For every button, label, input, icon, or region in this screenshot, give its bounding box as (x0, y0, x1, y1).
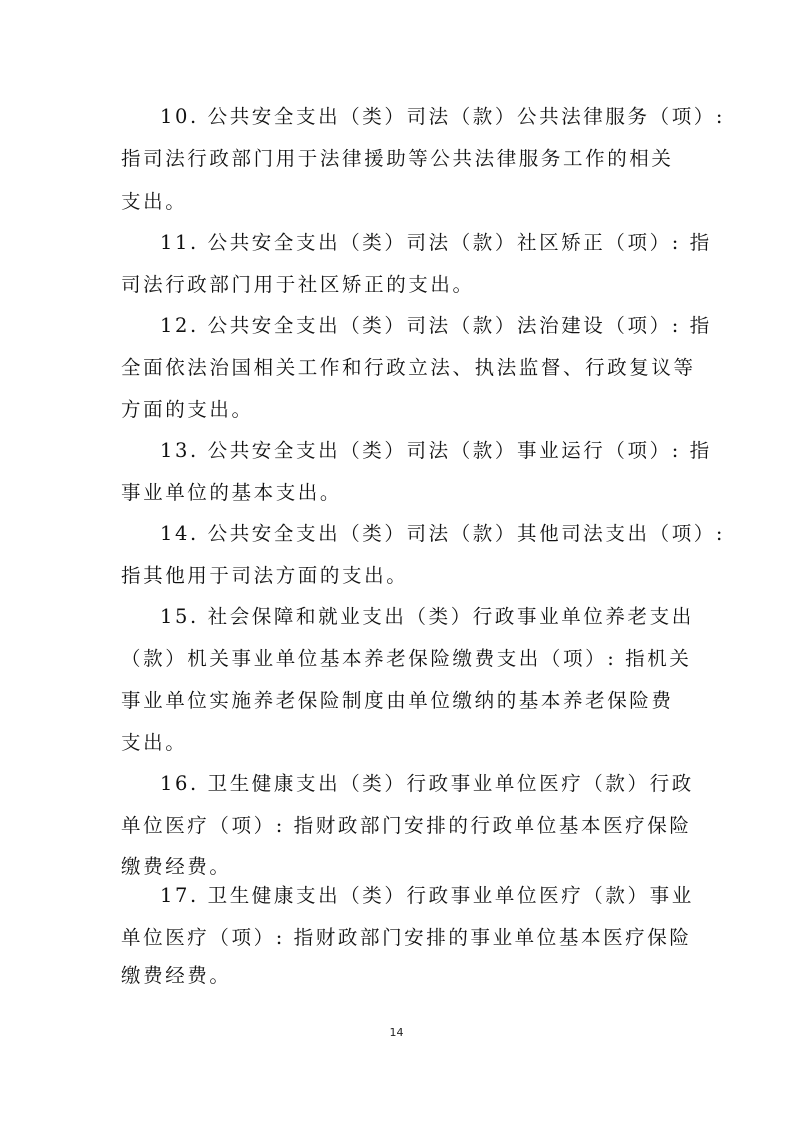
text-line: 事业单位实施养老保险制度由单位缴纳的基本养老保险费 (121, 689, 674, 712)
page-number: 14 (389, 1026, 404, 1039)
text-line: 15. 社会保障和就业支出（类）行政事业单位养老支出 (160, 605, 694, 628)
text-line: 11. 公共安全支出（类）司法（款）社区矫正（项）: 指 (160, 231, 712, 254)
text-line: 缴费经费。 (121, 855, 232, 878)
text-line: 14. 公共安全支出（类）司法（款）其他司法支出（项）: (160, 522, 726, 545)
text-line: 10. 公共安全支出（类）司法（款）公共法律服务（项）: (160, 105, 726, 128)
text-line: 事业单位的基本支出。 (121, 481, 343, 504)
text-line: 司法行政部门用于社区矫正的支出。 (121, 273, 475, 296)
text-line: 指司法行政部门用于法律援助等公共法律服务工作的相关 (121, 147, 674, 170)
text-line: 单位医疗（项）: 指财政部门安排的事业单位基本医疗保险 (121, 926, 692, 949)
text-line: 支出。 (121, 190, 188, 213)
text-line: 全面依法治国相关工作和行政立法、执法监督、行政复议等 (121, 356, 696, 379)
text-line: （款）机关事业单位基本养老保险缴费支出（项）: 指机关 (121, 647, 692, 670)
text-line: 13. 公共安全支出（类）司法（款）事业运行（项）: 指 (160, 439, 712, 462)
text-line: 单位医疗（项）: 指财政部门安排的行政单位基本医疗保险 (121, 814, 692, 837)
text-line: 17. 卫生健康支出（类）行政事业单位医疗（款）事业 (160, 884, 694, 907)
text-line: 缴费经费。 (121, 964, 232, 987)
text-line: 12. 公共安全支出（类）司法（款）法治建设（项）: 指 (160, 314, 712, 337)
text-line: 方面的支出。 (121, 398, 254, 421)
text-line: 指其他用于司法方面的支出。 (121, 564, 409, 587)
text-line: 支出。 (121, 731, 188, 754)
text-line: 16. 卫生健康支出（类）行政事业单位医疗（款）行政 (160, 772, 694, 795)
